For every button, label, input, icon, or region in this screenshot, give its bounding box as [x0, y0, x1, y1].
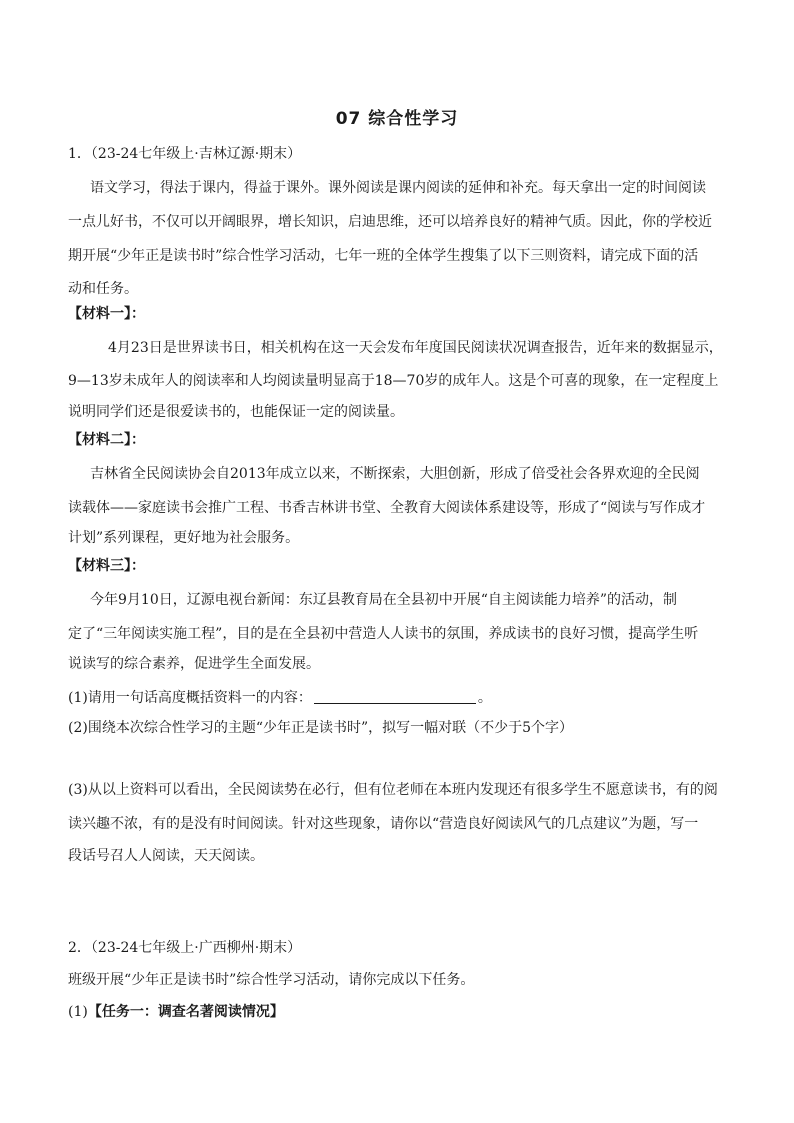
material-2-line-2: 读载体——家庭读书会推广工程、书香吉林讲书堂、全教育大阅读体系建设等，形成了“阅读与写作成才	[68, 500, 706, 516]
material-2-line-1: 吉林省全民阅读协会自2013年成立以来，不断探索，大胆创新，形成了倍受社会各界欢迎的全民阅	[90, 466, 700, 482]
question-1-header: 1．（23-24七年级上·吉林辽源·期末）	[68, 146, 302, 162]
answer-blank[interactable]	[314, 689, 476, 704]
subquestion-1	[68, 688, 492, 708]
material-1-line-3: 说明同学们还是很爱读书的，也能保证一定的阅读量。	[68, 404, 404, 420]
material-1-line-1: 4月23日是世界读书日，相关机构在这一天会发布年度国民阅读状况调查报告，近年来的数据显示，	[108, 340, 723, 356]
material-1-line-2: 9—13岁未成年人的阅读率和人均阅读量明显高于18—70岁的成年人。这是个可喜的现象，在一定程度上	[68, 373, 719, 389]
subquestion-3-line-3: 段话号召人人阅读，天天阅读。	[68, 848, 264, 864]
question-2-header: 2．（23-24七年级上·广西柳州·期末）	[68, 940, 302, 956]
subquestion-1-text: (1)请用一句话高度概括资料一的内容：	[68, 690, 312, 706]
subquestion-3-line-1: (3)从以上资料可以看出，全民阅读势在必行，但有位老师在本班内发现还有很多学生不愿意读书，有的阅	[68, 782, 718, 798]
material-3-line-1: 今年9月10日，辽源电视台新闻：东辽县教育局在全县初中开展“自主阅读能力培养”的活动，制	[90, 592, 678, 608]
q1-intro-line-2: 一点儿好书，不仅可以开阔眼界，增长知识，启迪思维，还可以培养良好的精神气质。因此，你的学校近	[68, 214, 712, 230]
material-1-label: 【材料一】：	[68, 306, 145, 322]
document-title: 07 综合性学习	[335, 109, 459, 129]
subquestion-2: (2)围绕本次综合性学习的主题“少年正是读书时”，拟写一幅对联（不少于5个字）	[68, 720, 574, 736]
task-1	[68, 1002, 284, 1022]
q1-intro-line-1: 语文学习，得法于课内，得益于课外。课外阅读是课内阅读的延伸和补充。每天拿出一定的时间阅读	[90, 180, 706, 196]
material-3-line-3: 说读写的综合素养，促进学生全面发展。	[68, 656, 320, 672]
subquestion-3-line-2: 读兴趣不浓，有的是没有时间阅读。针对这些现象，请你以“营造良好阅读风气的几点建议”为题，写一	[68, 816, 699, 832]
q1-intro-line-3: 期开展“少年正是读书时”综合性学习活动，七年一班的全体学生搜集了以下三则资料，请完成下面的活	[68, 248, 699, 264]
material-3-line-2: 定了“三年阅读实施工程”，目的是在全县初中营造人人读书的氛围，养成读书的良好习惯，提高学生听	[68, 626, 699, 642]
material-2-label: 【材料二】：	[68, 432, 145, 448]
subquestion-1-end: 。	[477, 690, 492, 706]
question-2-intro: 班级开展“少年正是读书时”综合性学习活动，请你完成以下任务。	[68, 972, 475, 988]
q1-intro-line-4: 动和任务。	[68, 281, 138, 297]
material-2-line-3: 计划”系列课程，更好地为社会服务。	[68, 530, 300, 546]
task-1-number: (1)	[68, 1004, 88, 1020]
task-1-label: 【任务一：调查名著阅读情况】	[87, 1004, 284, 1020]
material-3-label: 【材料三】：	[68, 558, 145, 574]
